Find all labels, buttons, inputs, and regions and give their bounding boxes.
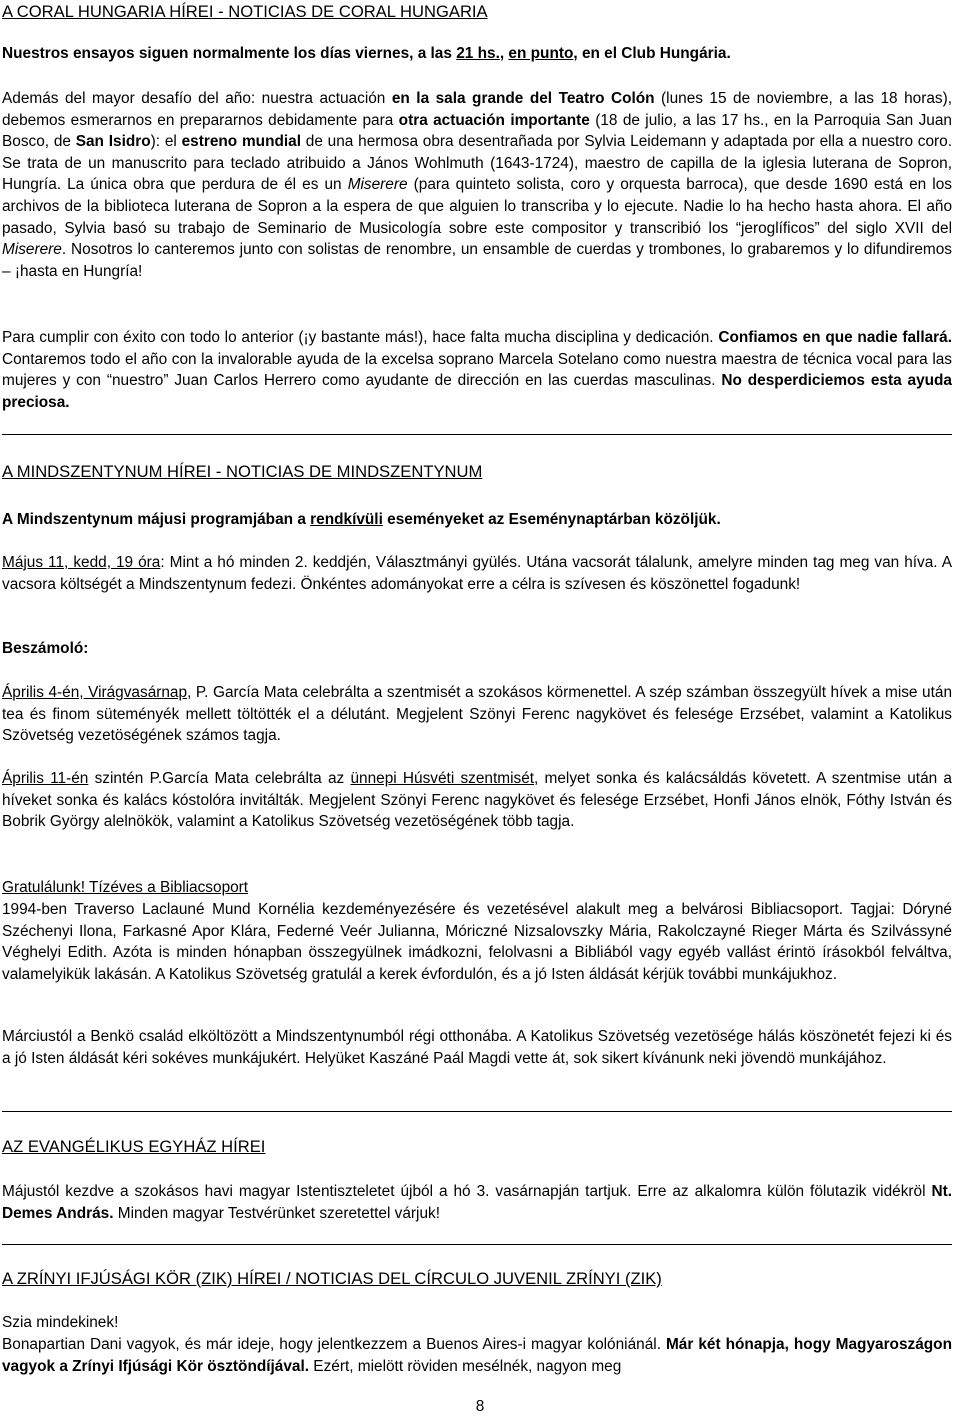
zik-section-heading: A ZRÍNYI IFJÚSÁGI KÖR (ZIK) HÍREI / NOTICIAS DEL CÍRCULO JUVENIL ZRÍNYI (ZIK) [2, 1269, 662, 1288]
bible-group-congrats-text: 1994-ben Traverso Laclauné Mund Kornélia kezdeményezésére és vezetésével alakult meg a belvárosi Bibliacsoport. Tagjai: Dóryné Széchenyi Ilona, Farkasné Apor Klára, Federné Veér Julianna, Móriczné Nizsalovszky Mária, Rakolczayné Rieger Márta és Szilvássyné Véghelyi Edith. Azóta is minden hónapban összegyülnek imádkozni, felolvasni a Bibliából vagy egyéb vallást érintö írásokból felváltva, valamelyikük lakásán. A Katolikus Szövetség gratulál a kerek évfordulón, és a jó Isten áldását kérjük további munkájukhoz. [2, 901, 952, 983]
report-label: Beszámoló: [2, 640, 89, 657]
page-number: 8 [475, 1398, 485, 1415]
coral-rehearsal-notice: Nuestros ensayos siguen normalmente los días viernes, a las 21 hs., en punto, en el Club Hungária. [2, 45, 731, 62]
report-april-11: Április 11-én szintén P.García Mata celebrálta az ünnepi Húsvéti szentmisét, melyet sonka és kalácsáldás követett. A szentmise után a híveket sonka és kalács kóstolóra invitálták. Megjelent Szönyi Ferenc nagykövet és felesége Erzsébet, Honfi János elnök, Fóthy István és Bobrik György alelnökök, valamint a Katolikus Szövetség vezetöségének több tagja. [2, 770, 952, 831]
mindszentynum-intro: A Mindszentynum májusi programjában a rendkívüli eseményeket az Eseménynaptárban közöljük. [2, 511, 721, 528]
evangelical-notice: Májustól kezdve a szokásos havi magyar Istentiszteletet újból a hó 3. vasárnapján tartjuk. Erre az alkalomra külön fölutazik vidékröl Nt. Demes András. Minden magyar Testvérünket szeretettel várjuk! [2, 1183, 952, 1222]
report-april-4: Április 4-én, Virágvasárnap, P. García Mata celebrálta a szentmisét a szokásos körmenettel. A szép számban összegyült hívek a mise után tea és finom süteményék mellett töltötték el a délutánt. Megjelent Szönyi Ferenc nagykövet és felesége Erzsébet, valamint a Katolikus Szövetség vezetöségének számos tagja. [2, 684, 952, 745]
mindszentynum-may-meeting: Május 11, kedd, 19 óra: Mint a hó minden 2. keddjén, Választmányi gyülés. Utána vacsorát tálalunk, amelyre minden tag meg van híva. A vacsora költségét a Mindszentynum fedezi. Önkéntes adományokat erre a célra is szívesen és köszönettel fogadunk! [2, 554, 952, 593]
section-divider [2, 1244, 952, 1245]
zik-letter-text: Bonapartian Dani vagyok, és már ideje, hogy jelentkezzem a Buenos Aires-i magyar kolóniánál. Már két hónapja, hogy Magyaroszágon vagyok a Zrínyi Ifjúsági Kör ösztöndíjával. Ezért, mielött röviden mesélnék, nagyon meg [2, 1336, 952, 1375]
mindszentynum-section-heading: A MINDSZENTYNUM HÍREI - NOTICIAS DE MINDSZENTYNUM [2, 462, 483, 481]
benko-family-notice: Márciustól a Benkö család elköltözött a Mindszentynumból régi otthonába. A Katolikus Szövetség vezetösége hálás köszönetét fejezi ki és a jó Isten áldását kéri sokéves munkájukért. Helyüket Kaszáné Paál Magdi vette át, sok sikert kívánunk neki jövendö munkájához. [2, 1028, 952, 1067]
coral-paragraph-discipline: Para cumplir con éxito con todo lo anterior (¡y bastante más!), hace falta mucha disciplina y dedicación. Confiamos en que nadie fallará. Contaremos todo el año con la invalorable ayuda de la excelsa soprano Marcela Sotelano como nuestra maestra de técnica vocal para las mujeres y con “nuestro” Juan Carlos Herrero como ayudante de dirección en las cuerdas masculinas. No desperdiciemos esta ayuda preciosa. [2, 329, 952, 411]
zik-greeting: Szia mindekinek! [2, 1314, 119, 1331]
bible-group-congrats-label: Gratulálunk! Tízéves a Bibliacsoport [2, 879, 249, 896]
evangelical-section-heading: AZ EVANGÉLIKUS EGYHÁZ HÍREI [2, 1137, 266, 1156]
section-divider [2, 434, 952, 435]
section-divider [2, 1111, 952, 1112]
coral-paragraph-teatro-colon: Además del mayor desafío del año: nuestra actuación en la sala grande del Teatro Colón (lunes 15 de noviembre, a las 18 horas), debemos esmerarnos en prepararnos debidamente para otra actuación importante (18 de julio, a las 17 hs., en la Parroquia San Juan Bosco, de San Isidro): el estreno mundial de una hermosa obra desentrañada por Sylvia Leidemann y adaptada por ella a nuestro coro. Se trata de un manuscrito para teclado atribuido a János Wohlmuth (1643-1724), maestro de capilla de la iglesia luterana de Sopron, Hungría. La única obra que perdura de él es un Miserere (para quinteto solista, coro y orquesta barroca), que desde 1690 está en los archivos de la biblioteca luterana de Sopron a la espera de que alguien lo transcriba y lo ejecute. Nadie lo ha hecho hasta ahora. El año pasado, Sylvia basó su trabajo de Seminario de Musicología sobre este compositor y transcribió los “jeroglíficos” del siglo XVII del Miserere. Nosotros lo canteremos junto con solistas de renombre, un ensamble de cuerdas y trombones, lo grabaremos y lo difundiremos – ¡hasta en Hungría! [2, 90, 953, 280]
coral-section-heading: A CORAL HUNGARIA HÍREI - NOTICIAS DE CORAL HUNGARIA [2, 2, 488, 21]
